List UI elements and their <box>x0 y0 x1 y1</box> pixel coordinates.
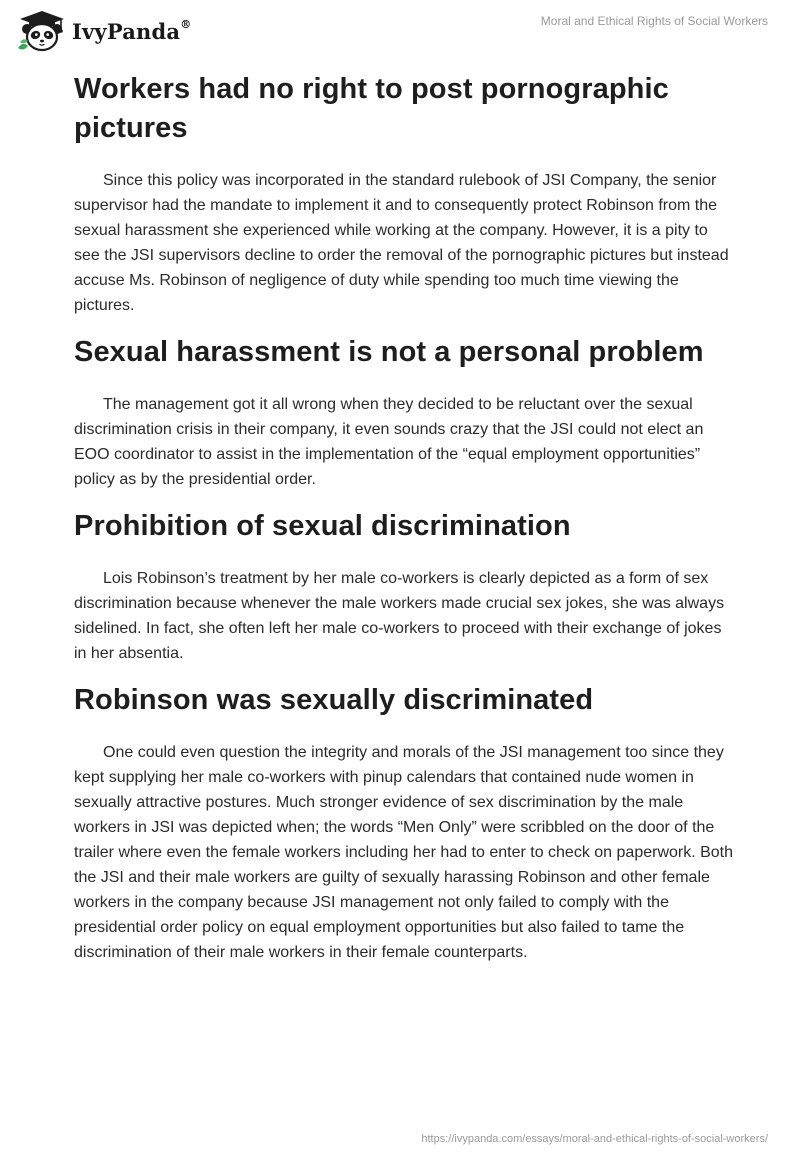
section-paragraph: The management got it all wrong when they decided to be reluctant over the sexual discrimination crisis in their company, it even sounds crazy that the JSI could not elect an EOO coordinator to assist in the implementation of the “equal employment opportunities” policy as by the presidential order. <box>74 396 704 488</box>
section-heading: Prohibition of sexual discrimination <box>74 510 571 542</box>
ivypanda-logo[interactable] <box>14 8 214 54</box>
section-paragraph: One could even question the integrity and morals of the JSI management too since they kept supplying her male co-workers with pinup calendars that contained nude women in sexually attractive postures. Much stronger evidence of sex discrimination by the male workers in JSI was depicted when; the words “Men Only” were scribbled on the door of the trailer where even the female workers including her had to enter to check on paperwork. Both the JSI and their male workers are guilty of sexually harassing Robinson and other female workers in the company because JSI management not only failed to comply with the presidential order policy on equal employment opportunities but also failed to tame the discrimination of their male workers in their female counterparts. <box>74 744 734 961</box>
section-heading: Workers had no right to post pornographic pictures <box>74 73 669 144</box>
section-4 <box>74 681 734 965</box>
section-2 <box>74 333 734 492</box>
section-heading: Sexual harassment is not a personal problem <box>74 336 704 368</box>
section-paragraph: Since this policy was incorporated in the standard rulebook of JSI Company, the senior supervisor had the mandate to implement it and to consequently protect Robinson from the sexual harassment she experienced while working at the company. However, it is a pity to see the JSI supervisors decline to order the removal of the pornographic pictures but instead accuse Ms. Robinson of negligence of duty while spending too much time viewing the pictures. <box>74 172 729 314</box>
registered-mark: ® <box>180 18 192 31</box>
logo-wordmark <box>72 19 191 44</box>
section-3 <box>74 507 734 666</box>
section-heading: Robinson was sexually discriminated <box>74 684 594 716</box>
section-1 <box>74 70 734 318</box>
page-header <box>0 0 800 62</box>
section-paragraph: Lois Robinson’s treatment by her male co-workers is clearly depicted as a form of sex discrimination because whenever the male workers made crucial sex jokes, she was always sidelined. In fact, she often left her male co-workers to proceed with their exchange of jokes in her absentia. <box>74 570 725 662</box>
document-title: Moral and Ethical Rights of Social Workers <box>540 14 768 28</box>
logo-text: IvyPanda <box>72 19 181 44</box>
source-url[interactable]: https://ivypanda.com/essays/moral-and-ethical-rights-of-social-workers/ <box>421 1133 768 1145</box>
article-content <box>74 70 734 965</box>
